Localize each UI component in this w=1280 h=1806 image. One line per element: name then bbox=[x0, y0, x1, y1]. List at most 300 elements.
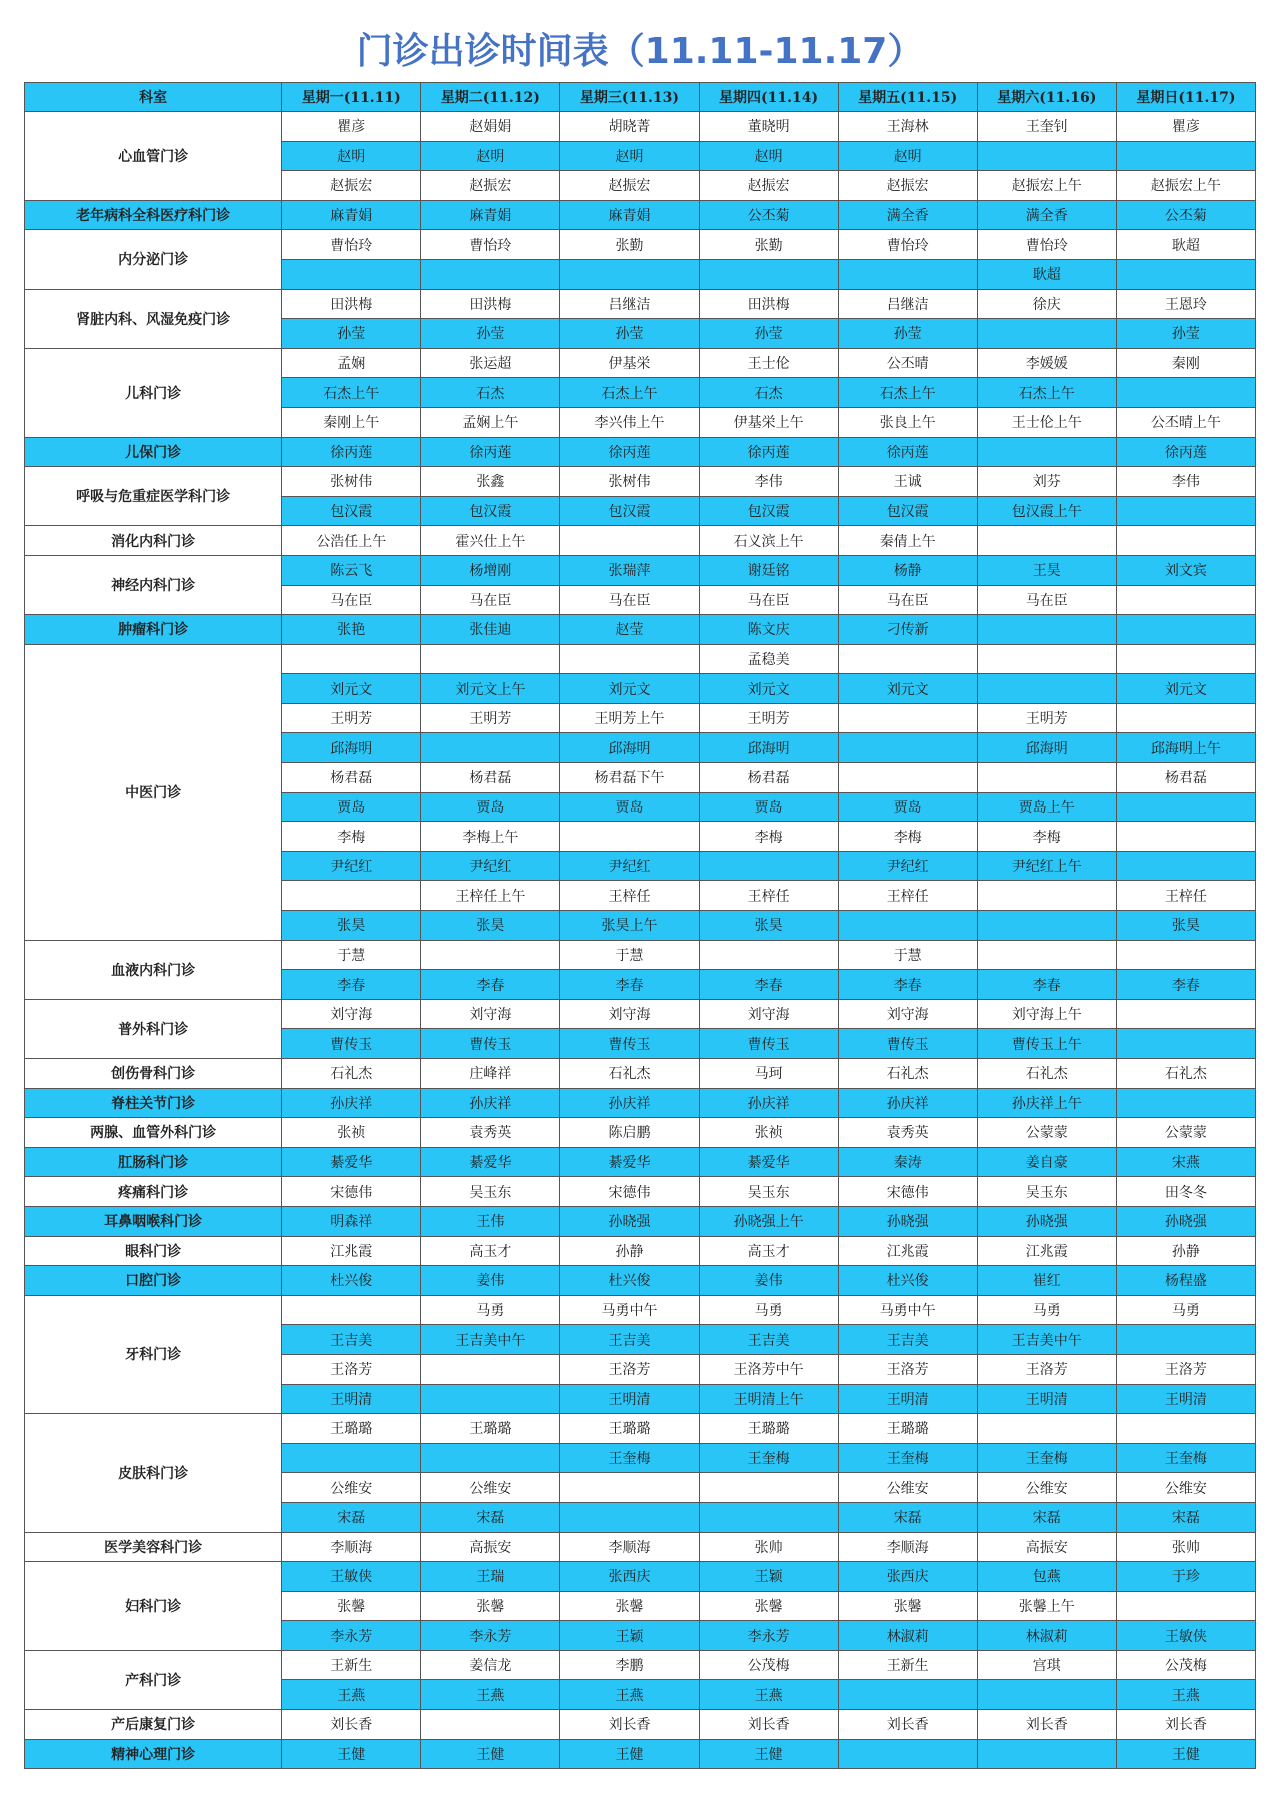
department-name: 肿瘤科门诊 bbox=[25, 615, 282, 645]
doctor-cell bbox=[699, 940, 838, 970]
doctor-cell: 马在臣 bbox=[838, 585, 977, 615]
doctor-cell: 邱海明 bbox=[560, 733, 699, 763]
doctor-cell: 王明芳 bbox=[421, 703, 560, 733]
doctor-cell bbox=[699, 259, 838, 289]
doctor-cell bbox=[1116, 585, 1255, 615]
doctor-cell: 马在臣 bbox=[282, 585, 421, 615]
doctor-cell: 李梅 bbox=[838, 822, 977, 852]
doctor-cell: 杜兴俊 bbox=[838, 1266, 977, 1296]
doctor-cell: 满全香 bbox=[977, 200, 1116, 230]
doctor-cell bbox=[977, 319, 1116, 349]
doctor-cell: 孙莹 bbox=[838, 319, 977, 349]
doctor-cell: 袁秀英 bbox=[838, 1118, 977, 1148]
doctor-cell: 徐丙莲 bbox=[838, 437, 977, 467]
doctor-cell bbox=[1116, 1325, 1255, 1355]
doctor-cell: 公茂梅 bbox=[1116, 1650, 1255, 1680]
doctor-cell: 于慧 bbox=[282, 940, 421, 970]
doctor-cell: 刘长香 bbox=[282, 1710, 421, 1740]
doctor-cell: 包汉霞 bbox=[282, 496, 421, 526]
doctor-cell: 赵振宏 bbox=[421, 171, 560, 201]
doctor-cell: 曹传玉 bbox=[560, 1029, 699, 1059]
doctor-cell: 张勤 bbox=[699, 230, 838, 260]
doctor-cell: 赵娟娟 bbox=[421, 112, 560, 142]
doctor-cell: 高振安 bbox=[977, 1532, 1116, 1562]
doctor-cell: 田洪梅 bbox=[699, 289, 838, 319]
doctor-cell: 王吉美中午 bbox=[977, 1325, 1116, 1355]
schedule-row bbox=[25, 348, 1256, 378]
doctor-cell: 于慧 bbox=[838, 940, 977, 970]
schedule-row bbox=[25, 615, 1256, 645]
doctor-cell bbox=[421, 733, 560, 763]
doctor-cell: 李鹏 bbox=[560, 1650, 699, 1680]
doctor-cell: 赵明 bbox=[699, 141, 838, 171]
doctor-cell: 王健 bbox=[421, 1739, 560, 1769]
doctor-cell: 王梓任 bbox=[560, 881, 699, 911]
doctor-cell: 伊基栄 bbox=[560, 348, 699, 378]
doctor-cell: 公维安 bbox=[1116, 1473, 1255, 1503]
doctor-cell: 孙晓强 bbox=[977, 1206, 1116, 1236]
doctor-cell: 王燕 bbox=[421, 1680, 560, 1710]
doctor-cell: 王明芳 bbox=[699, 703, 838, 733]
doctor-cell bbox=[838, 259, 977, 289]
doctor-cell: 马在臣 bbox=[977, 585, 1116, 615]
doctor-cell: 赵明 bbox=[282, 141, 421, 171]
schedule-row bbox=[25, 1236, 1256, 1266]
doctor-cell bbox=[977, 1680, 1116, 1710]
doctor-cell bbox=[838, 1739, 977, 1769]
doctor-cell: 杨君磊下午 bbox=[560, 763, 699, 793]
doctor-cell: 林淑莉 bbox=[838, 1621, 977, 1651]
doctor-cell: 孙莹 bbox=[282, 319, 421, 349]
doctor-cell: 张帅 bbox=[699, 1532, 838, 1562]
department-name: 心血管门诊 bbox=[25, 112, 282, 201]
doctor-cell: 庄峰祥 bbox=[421, 1059, 560, 1089]
department-name: 两腺、血管外科门诊 bbox=[25, 1118, 282, 1148]
doctor-cell bbox=[699, 1473, 838, 1503]
doctor-cell bbox=[1116, 851, 1255, 881]
doctor-cell: 赵明 bbox=[560, 141, 699, 171]
doctor-cell bbox=[1116, 1414, 1255, 1444]
doctor-cell: 宋磊 bbox=[282, 1502, 421, 1532]
doctor-cell: 徐丙莲 bbox=[421, 437, 560, 467]
doctor-cell: 孙庆祥 bbox=[560, 1088, 699, 1118]
doctor-cell: 王新生 bbox=[282, 1650, 421, 1680]
doctor-cell bbox=[560, 822, 699, 852]
doctor-cell: 孙莹 bbox=[1116, 319, 1255, 349]
doctor-cell: 马勇 bbox=[977, 1295, 1116, 1325]
doctor-cell: 瞿彦 bbox=[1116, 112, 1255, 142]
doctor-cell bbox=[977, 940, 1116, 970]
doctor-cell: 王奎梅 bbox=[977, 1443, 1116, 1473]
doctor-cell bbox=[1116, 141, 1255, 171]
doctor-cell: 公维安 bbox=[977, 1473, 1116, 1503]
doctor-cell: 李伟 bbox=[699, 467, 838, 497]
doctor-cell bbox=[1116, 1029, 1255, 1059]
doctor-cell: 马勇中午 bbox=[838, 1295, 977, 1325]
doctor-cell bbox=[282, 1295, 421, 1325]
doctor-cell: 王健 bbox=[1116, 1739, 1255, 1769]
schedule-row bbox=[25, 1266, 1256, 1296]
doctor-cell: 王璐璐 bbox=[421, 1414, 560, 1444]
doctor-cell: 赵振宏 bbox=[699, 171, 838, 201]
doctor-cell: 杨程盛 bbox=[1116, 1266, 1255, 1296]
doctor-cell: 王梓任 bbox=[699, 881, 838, 911]
doctor-cell: 尹纪红上午 bbox=[977, 851, 1116, 881]
doctor-cell: 马在臣 bbox=[421, 585, 560, 615]
doctor-cell: 王吉美 bbox=[282, 1325, 421, 1355]
doctor-cell: 秦刚 bbox=[1116, 348, 1255, 378]
doctor-cell: 孙莹 bbox=[699, 319, 838, 349]
doctor-cell: 刘元文 bbox=[560, 674, 699, 704]
doctor-cell: 孙莹 bbox=[560, 319, 699, 349]
header-row bbox=[25, 83, 1256, 112]
schedule-row bbox=[25, 555, 1256, 585]
doctor-cell: 伊基栄上午 bbox=[699, 407, 838, 437]
doctor-cell: 綦爱华 bbox=[560, 1147, 699, 1177]
doctor-cell: 徐丙莲 bbox=[1116, 437, 1255, 467]
doctor-cell: 李顺海 bbox=[282, 1532, 421, 1562]
doctor-cell: 王明清 bbox=[838, 1384, 977, 1414]
department-name: 儿科门诊 bbox=[25, 348, 282, 437]
schedule-row bbox=[25, 1088, 1256, 1118]
doctor-cell: 吴玉东 bbox=[977, 1177, 1116, 1207]
doctor-cell: 石义滨上午 bbox=[699, 526, 838, 556]
doctor-cell: 刘元文上午 bbox=[421, 674, 560, 704]
doctor-cell bbox=[977, 911, 1116, 941]
department-name: 血液内科门诊 bbox=[25, 940, 282, 999]
doctor-cell: 李梅 bbox=[977, 822, 1116, 852]
doctor-cell: 李永芳 bbox=[282, 1621, 421, 1651]
doctor-cell: 李春 bbox=[1116, 970, 1255, 1000]
doctor-cell: 石礼杰 bbox=[560, 1059, 699, 1089]
doctor-cell: 李春 bbox=[560, 970, 699, 1000]
doctor-cell bbox=[282, 881, 421, 911]
doctor-cell: 刘守海 bbox=[560, 999, 699, 1029]
doctor-cell bbox=[1116, 644, 1255, 674]
doctor-cell: 公丕晴 bbox=[838, 348, 977, 378]
doctor-cell: 包汉霞 bbox=[421, 496, 560, 526]
header-day: 星期三(11.13) bbox=[560, 83, 699, 112]
doctor-cell: 赵振宏 bbox=[838, 171, 977, 201]
doctor-cell bbox=[838, 703, 977, 733]
doctor-cell: 张帅 bbox=[1116, 1532, 1255, 1562]
doctor-cell: 綦爱华 bbox=[421, 1147, 560, 1177]
doctor-cell: 包燕 bbox=[977, 1562, 1116, 1592]
doctor-cell: 姜伟 bbox=[699, 1266, 838, 1296]
doctor-cell: 孙庆祥上午 bbox=[977, 1088, 1116, 1118]
doctor-cell bbox=[421, 1354, 560, 1384]
doctor-cell: 谢廷铭 bbox=[699, 555, 838, 585]
doctor-cell: 邱海明 bbox=[282, 733, 421, 763]
doctor-cell bbox=[977, 881, 1116, 911]
schedule-row bbox=[25, 1739, 1256, 1769]
doctor-cell: 徐庆 bbox=[977, 289, 1116, 319]
doctor-cell: 王燕 bbox=[282, 1680, 421, 1710]
doctor-cell: 张昊 bbox=[282, 911, 421, 941]
schedule-row bbox=[25, 289, 1256, 319]
schedule-row bbox=[25, 1532, 1256, 1562]
schedule-row bbox=[25, 1650, 1256, 1680]
doctor-cell: 曹传玉上午 bbox=[977, 1029, 1116, 1059]
schedule-row bbox=[25, 200, 1256, 230]
doctor-cell: 包汉霞上午 bbox=[977, 496, 1116, 526]
doctor-cell: 赵明 bbox=[421, 141, 560, 171]
doctor-cell: 刘长香 bbox=[699, 1710, 838, 1740]
doctor-cell: 张勤 bbox=[560, 230, 699, 260]
doctor-cell: 徐丙莲 bbox=[699, 437, 838, 467]
doctor-cell: 宋燕 bbox=[1116, 1147, 1255, 1177]
header-day: 星期二(11.12) bbox=[421, 83, 560, 112]
doctor-cell bbox=[1116, 703, 1255, 733]
doctor-cell: 曹传玉 bbox=[282, 1029, 421, 1059]
doctor-cell: 王梓任 bbox=[1116, 881, 1255, 911]
doctor-cell bbox=[838, 1680, 977, 1710]
doctor-cell: 李春 bbox=[282, 970, 421, 1000]
doctor-cell: 石杰上午 bbox=[977, 378, 1116, 408]
header-day: 星期日(11.17) bbox=[1116, 83, 1255, 112]
doctor-cell: 曹怡玲 bbox=[838, 230, 977, 260]
doctor-cell bbox=[1116, 1591, 1255, 1621]
doctor-cell bbox=[1116, 822, 1255, 852]
schedule-row bbox=[25, 1118, 1256, 1148]
doctor-cell bbox=[282, 1443, 421, 1473]
doctor-cell: 姜自豪 bbox=[977, 1147, 1116, 1177]
doctor-cell: 包汉霞 bbox=[838, 496, 977, 526]
doctor-cell: 石礼杰 bbox=[838, 1059, 977, 1089]
doctor-cell bbox=[1116, 792, 1255, 822]
doctor-cell bbox=[1116, 496, 1255, 526]
doctor-cell: 王敏侠 bbox=[282, 1562, 421, 1592]
doctor-cell: 张馨上午 bbox=[977, 1591, 1116, 1621]
header-department: 科室 bbox=[25, 83, 282, 112]
doctor-cell bbox=[560, 1502, 699, 1532]
department-name: 口腔门诊 bbox=[25, 1266, 282, 1296]
doctor-cell: 杨君磊 bbox=[699, 763, 838, 793]
doctor-cell bbox=[1116, 615, 1255, 645]
doctor-cell: 贾岛上午 bbox=[977, 792, 1116, 822]
doctor-cell: 曹怡玲 bbox=[421, 230, 560, 260]
doctor-cell: 刘文宾 bbox=[1116, 555, 1255, 585]
doctor-cell: 王颖 bbox=[560, 1621, 699, 1651]
schedule-row bbox=[25, 526, 1256, 556]
doctor-cell: 于慧 bbox=[560, 940, 699, 970]
department-name: 疼痛科门诊 bbox=[25, 1177, 282, 1207]
doctor-cell: 贾岛 bbox=[421, 792, 560, 822]
doctor-cell: 公丕菊 bbox=[1116, 200, 1255, 230]
doctor-cell: 王奎钊 bbox=[977, 112, 1116, 142]
doctor-cell bbox=[1116, 259, 1255, 289]
doctor-cell: 李春 bbox=[977, 970, 1116, 1000]
doctor-cell: 秦涛 bbox=[838, 1147, 977, 1177]
doctor-cell: 石杰 bbox=[421, 378, 560, 408]
doctor-cell bbox=[560, 644, 699, 674]
doctor-cell: 王明芳 bbox=[282, 703, 421, 733]
doctor-cell: 李顺海 bbox=[838, 1532, 977, 1562]
doctor-cell bbox=[1116, 1088, 1255, 1118]
schedule-row bbox=[25, 1147, 1256, 1177]
header-day: 星期六(11.16) bbox=[977, 83, 1116, 112]
doctor-cell: 王明芳 bbox=[977, 703, 1116, 733]
doctor-cell: 王明清 bbox=[977, 1384, 1116, 1414]
doctor-cell: 刘长香 bbox=[560, 1710, 699, 1740]
doctor-cell: 姜伟 bbox=[421, 1266, 560, 1296]
doctor-cell: 吕继洁 bbox=[560, 289, 699, 319]
doctor-cell bbox=[977, 141, 1116, 171]
doctor-cell: 宋德伟 bbox=[282, 1177, 421, 1207]
header-day: 星期一(11.11) bbox=[282, 83, 421, 112]
doctor-cell: 贾岛 bbox=[699, 792, 838, 822]
doctor-cell: 包汉霞 bbox=[699, 496, 838, 526]
doctor-cell: 瞿彦 bbox=[282, 112, 421, 142]
doctor-cell: 孙静 bbox=[560, 1236, 699, 1266]
doctor-cell: 王燕 bbox=[560, 1680, 699, 1710]
doctor-cell: 贾岛 bbox=[282, 792, 421, 822]
doctor-cell: 尹纪红 bbox=[838, 851, 977, 881]
doctor-cell: 赵振宏 bbox=[282, 171, 421, 201]
doctor-cell bbox=[1116, 378, 1255, 408]
doctor-cell: 袁秀英 bbox=[421, 1118, 560, 1148]
department-name: 牙科门诊 bbox=[25, 1295, 282, 1413]
doctor-cell: 王伟 bbox=[421, 1206, 560, 1236]
doctor-cell: 李兴伟上午 bbox=[560, 407, 699, 437]
doctor-cell: 满全香 bbox=[838, 200, 977, 230]
doctor-cell: 刘长香 bbox=[977, 1710, 1116, 1740]
doctor-cell: 孙庆祥 bbox=[838, 1088, 977, 1118]
schedule-table bbox=[24, 82, 1256, 1769]
doctor-cell bbox=[977, 615, 1116, 645]
doctor-cell: 公蒙蒙 bbox=[977, 1118, 1116, 1148]
doctor-cell: 石杰上午 bbox=[560, 378, 699, 408]
doctor-cell bbox=[699, 1502, 838, 1532]
department-name: 耳鼻咽喉科门诊 bbox=[25, 1206, 282, 1236]
doctor-cell: 王奎梅 bbox=[1116, 1443, 1255, 1473]
doctor-cell: 孙庆祥 bbox=[699, 1088, 838, 1118]
doctor-cell bbox=[421, 1384, 560, 1414]
department-name: 肛肠科门诊 bbox=[25, 1147, 282, 1177]
department-name: 精神心理门诊 bbox=[25, 1739, 282, 1769]
schedule-row bbox=[25, 644, 1256, 674]
doctor-cell: 王吉美 bbox=[560, 1325, 699, 1355]
doctor-cell: 王明芳上午 bbox=[560, 703, 699, 733]
doctor-cell: 王奎梅 bbox=[560, 1443, 699, 1473]
doctor-cell: 张馨 bbox=[838, 1591, 977, 1621]
doctor-cell: 高玉才 bbox=[421, 1236, 560, 1266]
schedule-row bbox=[25, 1206, 1256, 1236]
doctor-cell: 曹传玉 bbox=[699, 1029, 838, 1059]
doctor-cell: 刘长香 bbox=[1116, 1710, 1255, 1740]
department-name: 皮肤科门诊 bbox=[25, 1414, 282, 1532]
doctor-cell: 石杰上午 bbox=[282, 378, 421, 408]
department-name: 创伤骨科门诊 bbox=[25, 1059, 282, 1089]
doctor-cell: 王洛芳 bbox=[282, 1354, 421, 1384]
doctor-cell: 吕继洁 bbox=[838, 289, 977, 319]
doctor-cell: 孙静 bbox=[1116, 1236, 1255, 1266]
doctor-cell: 宫琪 bbox=[977, 1650, 1116, 1680]
schedule-row bbox=[25, 467, 1256, 497]
doctor-cell: 马在臣 bbox=[560, 585, 699, 615]
doctor-cell: 孙晓强上午 bbox=[699, 1206, 838, 1236]
doctor-cell: 赵明 bbox=[838, 141, 977, 171]
doctor-cell: 石礼杰 bbox=[977, 1059, 1116, 1089]
doctor-cell: 耿超 bbox=[977, 259, 1116, 289]
doctor-cell bbox=[977, 674, 1116, 704]
doctor-cell: 王洛芳 bbox=[1116, 1354, 1255, 1384]
doctor-cell: 王梓任 bbox=[838, 881, 977, 911]
doctor-cell: 王昊 bbox=[977, 555, 1116, 585]
doctor-cell: 张艳 bbox=[282, 615, 421, 645]
doctor-cell: 王璐璐 bbox=[699, 1414, 838, 1444]
doctor-cell: 刘元文 bbox=[1116, 674, 1255, 704]
schedule-row bbox=[25, 1414, 1256, 1444]
doctor-cell bbox=[421, 644, 560, 674]
doctor-cell: 江兆霞 bbox=[977, 1236, 1116, 1266]
doctor-cell: 张佳迪 bbox=[421, 615, 560, 645]
doctor-cell: 杨增刚 bbox=[421, 555, 560, 585]
department-name: 普外科门诊 bbox=[25, 999, 282, 1058]
doctor-cell: 张馨 bbox=[421, 1591, 560, 1621]
doctor-cell: 江兆霞 bbox=[838, 1236, 977, 1266]
schedule-row bbox=[25, 1059, 1256, 1089]
doctor-cell: 公维安 bbox=[838, 1473, 977, 1503]
doctor-cell: 贾岛 bbox=[838, 792, 977, 822]
doctor-cell: 王洛芳中午 bbox=[699, 1354, 838, 1384]
doctor-cell bbox=[838, 644, 977, 674]
doctor-cell: 孙庆祥 bbox=[421, 1088, 560, 1118]
doctor-cell: 吴玉东 bbox=[699, 1177, 838, 1207]
doctor-cell: 孟娴上午 bbox=[421, 407, 560, 437]
doctor-cell: 尹纪红 bbox=[560, 851, 699, 881]
doctor-cell: 王明清上午 bbox=[699, 1384, 838, 1414]
doctor-cell bbox=[282, 644, 421, 674]
doctor-cell: 李顺海 bbox=[560, 1532, 699, 1562]
doctor-cell: 张祯 bbox=[282, 1118, 421, 1148]
doctor-cell: 李梅上午 bbox=[421, 822, 560, 852]
doctor-cell: 崔红 bbox=[977, 1266, 1116, 1296]
doctor-cell: 杨君磊 bbox=[282, 763, 421, 793]
doctor-cell: 公浩任上午 bbox=[282, 526, 421, 556]
doctor-cell: 马勇 bbox=[421, 1295, 560, 1325]
doctor-cell: 王明清 bbox=[1116, 1384, 1255, 1414]
doctor-cell: 麻青娟 bbox=[282, 200, 421, 230]
doctor-cell bbox=[560, 1473, 699, 1503]
department-name: 呼吸与危重症医学科门诊 bbox=[25, 467, 282, 526]
doctor-cell: 王璐璐 bbox=[560, 1414, 699, 1444]
doctor-cell bbox=[421, 259, 560, 289]
doctor-cell: 吴玉东 bbox=[421, 1177, 560, 1207]
doctor-cell: 明森祥 bbox=[282, 1206, 421, 1236]
doctor-cell: 胡晓菁 bbox=[560, 112, 699, 142]
doctor-cell bbox=[421, 1443, 560, 1473]
doctor-cell: 王燕 bbox=[699, 1680, 838, 1710]
doctor-cell: 徐丙莲 bbox=[282, 437, 421, 467]
doctor-cell: 曹传玉 bbox=[421, 1029, 560, 1059]
doctor-cell: 公丕晴上午 bbox=[1116, 407, 1255, 437]
doctor-cell: 孙庆祥 bbox=[282, 1088, 421, 1118]
doctor-cell: 宋德伟 bbox=[838, 1177, 977, 1207]
doctor-cell: 林淑莉 bbox=[977, 1621, 1116, 1651]
page-title: 门诊出诊时间表（11.11-11.17） bbox=[356, 31, 924, 72]
doctor-cell: 尹纪红 bbox=[282, 851, 421, 881]
doctor-cell: 张昊上午 bbox=[560, 911, 699, 941]
doctor-cell: 邱海明 bbox=[699, 733, 838, 763]
doctor-cell: 王瑞 bbox=[421, 1562, 560, 1592]
doctor-cell: 曹传玉 bbox=[838, 1029, 977, 1059]
doctor-cell: 张祯 bbox=[699, 1118, 838, 1148]
doctor-cell: 王吉美中午 bbox=[421, 1325, 560, 1355]
doctor-cell: 张鑫 bbox=[421, 467, 560, 497]
doctor-cell bbox=[977, 1414, 1116, 1444]
doctor-cell: 王士伦 bbox=[699, 348, 838, 378]
